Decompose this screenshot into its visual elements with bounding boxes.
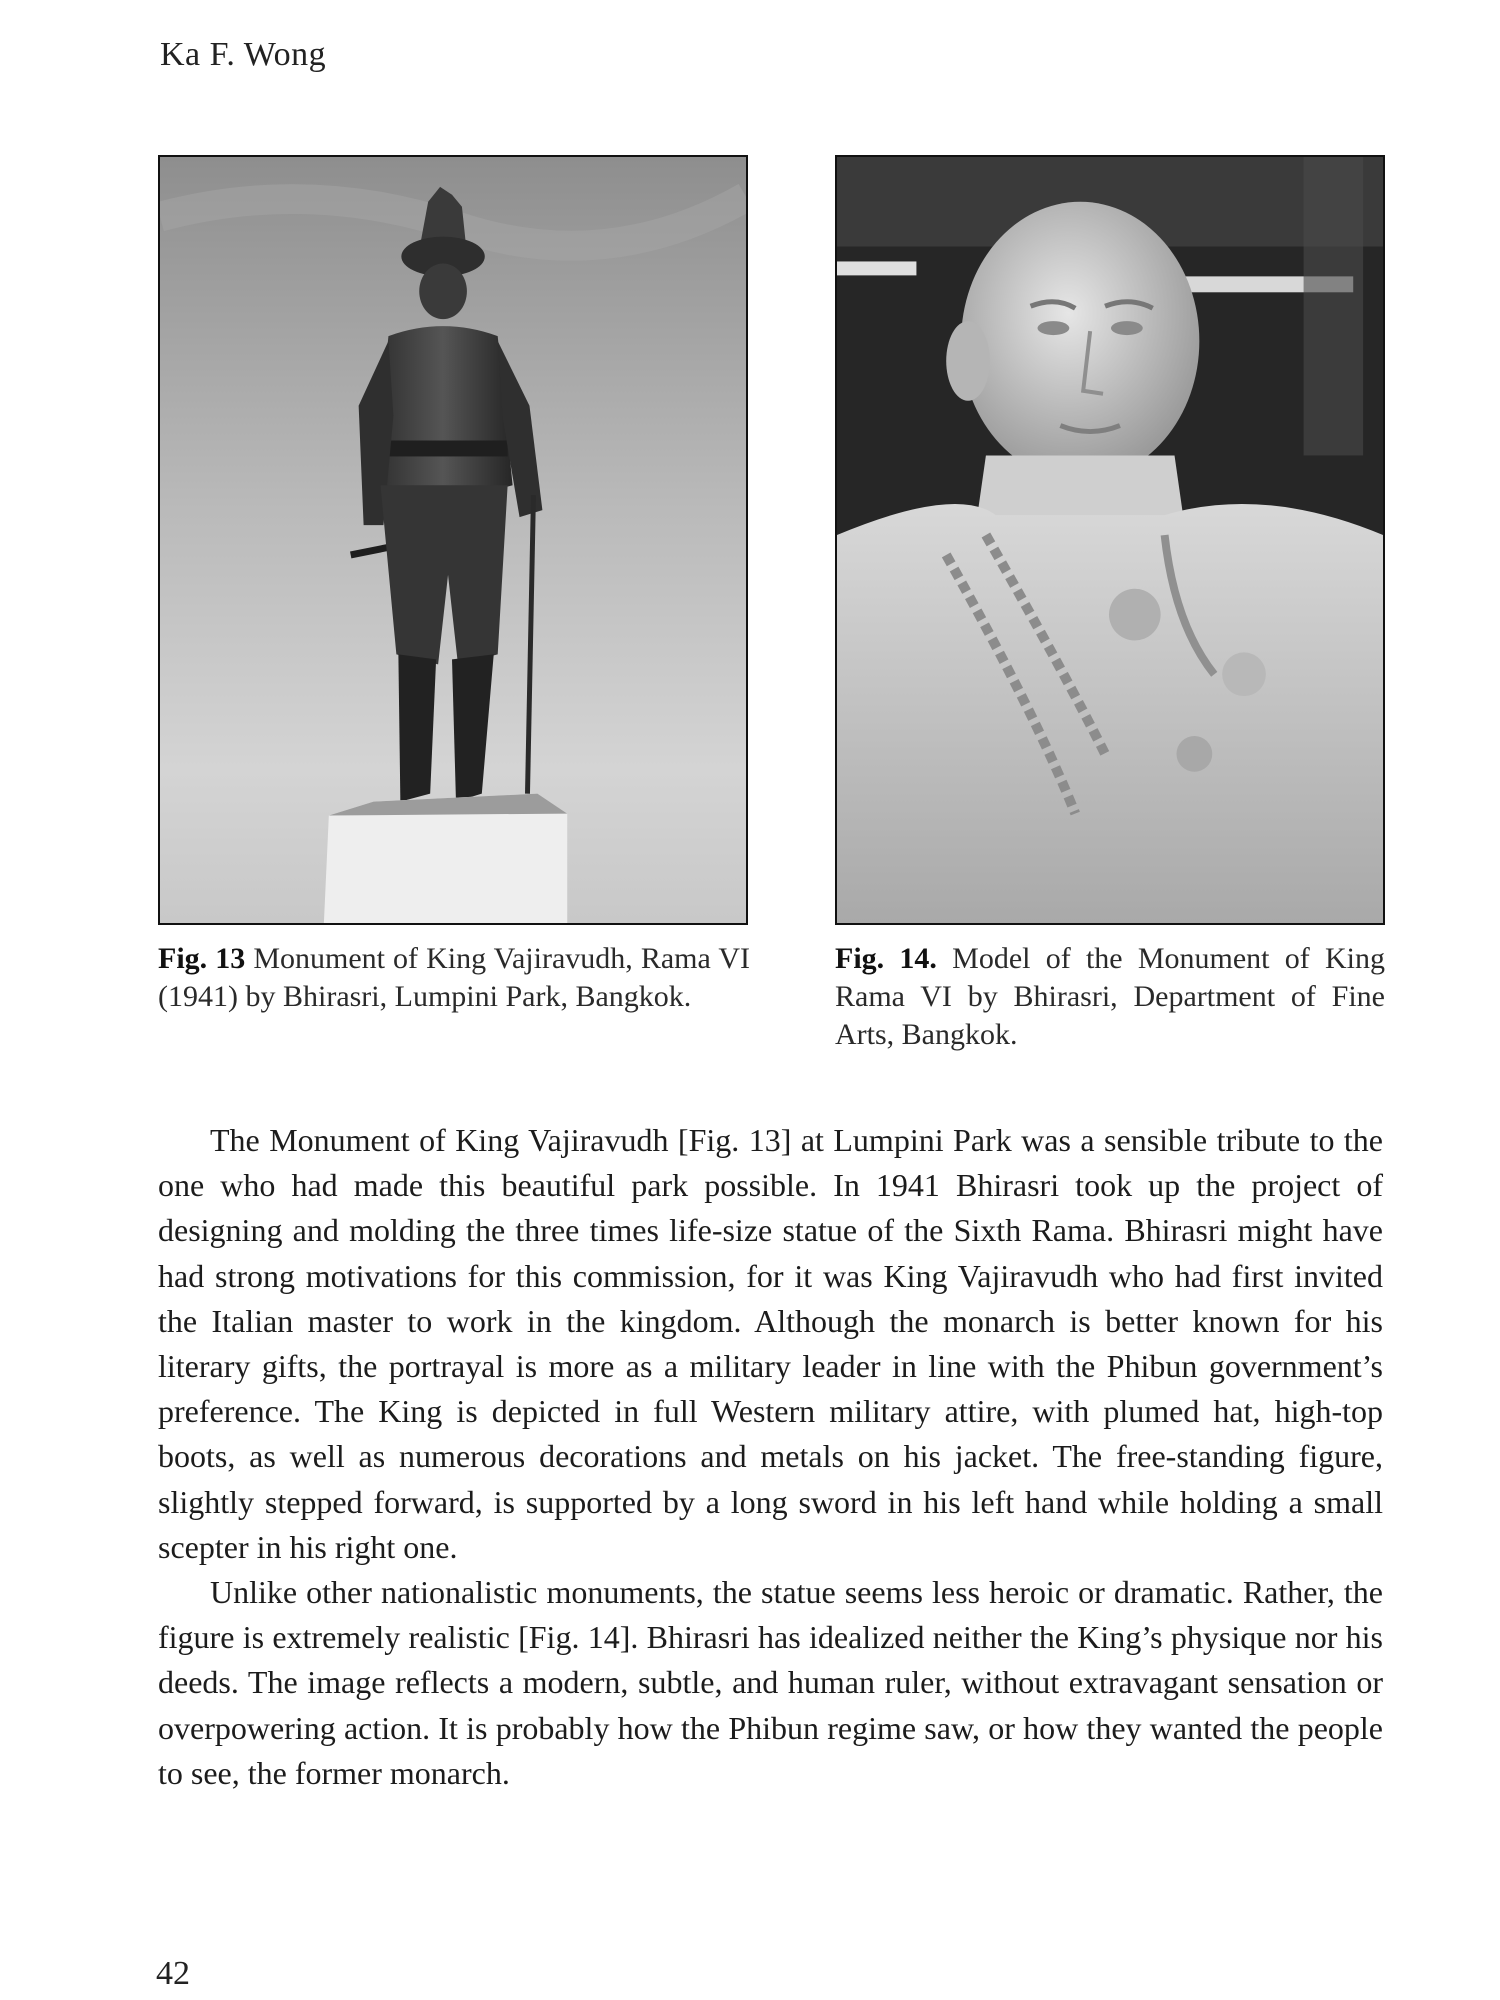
- figure-13-caption-text: Monument of King Vajiravudh, Rama VI (1941) by Bhirasri, Lumpini Park, Bangkok.: [158, 942, 750, 1013]
- body-text: [158, 1118, 1383, 1796]
- running-head: Ka F. Wong: [160, 36, 327, 73]
- page-number: 42: [156, 1955, 190, 1992]
- paragraph: Unlike other nationalistic monuments, the statue seems less heroic or dramatic. Rather, the figure is extremely realistic [Fig. 14]. Bhirasri has idealized neither the King’s physique nor his deeds. The image reflects a modern, subtle, and human ruler, without extravagant sensation or overpowering action. It is probably how the Phibun regime saw, or how they wanted the people to see, the former monarch.: [158, 1574, 1383, 1791]
- figure-14-caption: [835, 940, 1385, 1054]
- figure-14-caption-text: Model of the Monument of King Rama VI by Bhirasri, Department of Fine Arts, Bangkok.: [835, 942, 1385, 1051]
- figure-13-image: [158, 155, 748, 925]
- figure-14-image: [835, 155, 1385, 925]
- figure-14-label: Fig. 14.: [835, 942, 937, 975]
- statue-photo-icon: [160, 157, 746, 923]
- paragraph: The Monument of King Vajiravudh [Fig. 13] at Lumpini Park was a sensible tribute to the one who had made this beautiful park possible. In 1941 Bhirasri took up the project of designing and molding the three times life-size statue of the Sixth Rama. Bhirasri might have had strong motivations for this commission, for it was King Vajiravudh who had first invited the Italian master to work in the kingdom. Although the monarch is better known for his literary gifts, the portrayal is more as a military leader in line with the Phibun government’s preference. The King is depicted in full Western military attire, with plumed hat, high-top boots, as well as numerous decorations and metals on his jacket. The free-standing figure, slightly stepped forward, is supported by a long sword in his left hand while holding a small scepter in his right one.: [158, 1122, 1383, 1565]
- figure-13-label: Fig. 13: [158, 942, 246, 975]
- figure-13-caption: [158, 940, 750, 1016]
- bust-photo-icon: [837, 157, 1383, 923]
